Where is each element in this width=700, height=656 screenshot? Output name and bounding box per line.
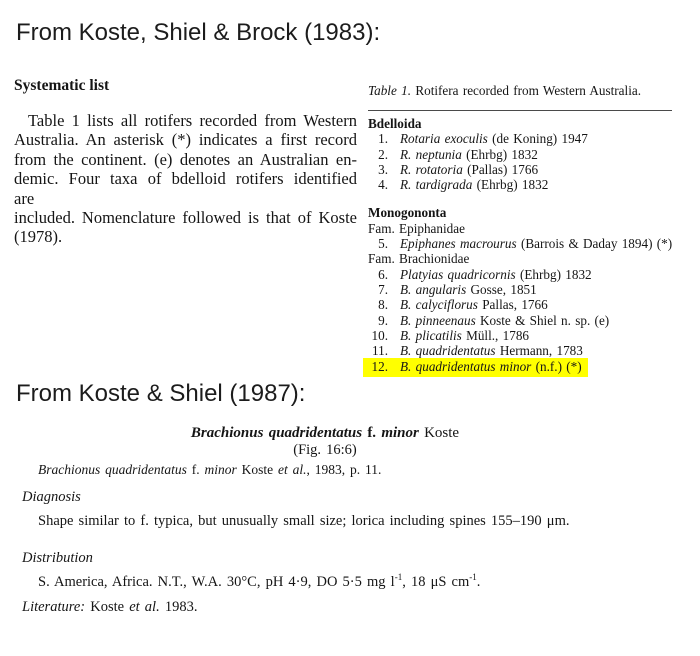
species-name: Epiphanes macrourus [400,236,517,252]
superscript-exponent: -1 [394,572,403,583]
species-name: B. plicatilis [400,327,462,343]
distribution-body [14,573,636,591]
row-number: 3. [378,161,388,177]
species-name: Platyias quadricornis [400,266,516,282]
species-name: R. tardigrada [400,177,473,193]
table-caption-label: Table 1. [368,83,412,98]
species-authority: (Barrois & Daday 1894) (*) [516,236,673,252]
family-header-epiphanidae: Fam. Epiphanidae [368,220,465,236]
species-authority: (Ehrbg) 1832 [461,146,538,162]
group-header-bdelloida: Bdelloida [368,116,422,131]
citation-forma-abbrev: f. [186,462,205,477]
table-row [368,313,672,328]
species-heading [14,424,636,442]
paragraph-line: (1978). [14,227,63,247]
literature-etal: et al. [129,599,160,615]
species-authority: Hermann, 1783 [495,343,583,359]
species-authority: (Ehrbg) 1832 [472,177,549,193]
species-name: Rotaria exoculis [400,131,488,147]
paragraph-line: Australia. An asterisk (*) indicates a first record [14,130,357,150]
table-row [368,297,672,312]
superscript-exponent: -1 [469,572,477,583]
species-authority: Müll., 1786 [461,327,530,343]
paragraph-line: included. Nomenclature followed is that of Koste [14,208,357,228]
species-name: R. rotatoria [400,161,463,177]
row-number: 8. [378,297,388,313]
table-caption [368,83,672,99]
species-authority: Pallas, 1766 [477,297,548,313]
row-number: 5. [378,236,388,252]
table-row [368,267,672,282]
table-row [368,282,672,297]
row-number: 1. [378,131,388,147]
row-number: 7. [378,281,388,297]
literature-year: 1983. [159,599,198,615]
species-authority: (n.f.) (*) [531,359,582,375]
systematic-list-column [14,77,357,247]
table-row [368,177,672,192]
row-number: 6. [378,266,388,282]
heading-koste-shiel-brock-1983: From Koste, Shiel & Brock (1983): [16,19,381,46]
literature-label: Literature: [22,599,86,615]
family-header-brachionidae: Fam. Brachionidae [368,251,470,267]
citation-species: Brachionus quadridentatus [38,462,187,477]
row-number: 4. [378,177,388,193]
species-name: B. angularis [400,281,467,297]
species-authority: Gosse, 1851 [466,281,537,297]
paragraph-line: from the continent. (e) denotes an Australian en- [14,149,357,169]
systematic-list-paragraph [14,111,357,247]
distribution-title: Distribution [22,550,93,566]
figure-reference: (Fig. 16:6) [293,442,357,458]
distribution-text: , 18 μS cm [402,574,470,590]
literature-author: Koste [85,599,130,615]
table-caption-text: Rotifera recorded from Western Australia. [411,83,642,98]
row-number: 12. [371,359,388,375]
table-row [368,162,672,177]
species-authority: (de Koning) 1947 [487,131,588,147]
paragraph-line: demic. Four taxa of bdelloid rotifers identified are [14,169,357,208]
species-authority: (Ehrbg) 1832 [515,266,592,282]
species-authority: (Pallas) 1766 [462,161,539,177]
distribution-text: S. America, Africa. N.T., W.A. 30°C, pH 4·9, DO 5·5 mg l [38,574,395,590]
row-number: 2. [378,146,388,162]
citation-ref: , 1983, p. 11. [306,462,382,477]
diagnosis-body: Shape similar to f. typica, but unusually small size; lorica including spines 155–190 μm. [38,513,570,529]
heading-koste-shiel-1987: From Koste & Shiel (1987): [16,380,306,407]
species-heading-forma-abbrev: f. [362,425,382,441]
species-heading-genus: Brachionus quadridentatus [190,425,363,441]
species-name: B. calyciflorus [400,297,478,313]
paragraph-line: Table 1 lists all rotifers recorded from Western [28,111,357,130]
row-number: 10. [371,327,388,343]
table-1-rotifera [368,83,672,377]
citation-forma: minor [204,462,237,477]
table-row [368,131,672,146]
table-row [368,328,672,343]
row-number: 11. [372,343,388,359]
citation-author: Koste [236,462,279,477]
species-name: B. quadridentatus [400,343,496,359]
species-heading-forma: minor [381,425,419,441]
species-authority: Koste & Shiel n. sp. (e) [475,312,610,328]
literature-line [14,599,636,616]
group-header-monogononta: Monogononta [368,205,447,221]
table-row [368,236,672,251]
table-row [368,343,672,358]
diagnosis-title: Diagnosis [22,489,81,505]
systematic-list-title: Systematic list [14,77,110,94]
table-top-rule [368,110,672,111]
row-number: 9. [378,312,388,328]
citation-etal: et al. [278,462,307,477]
species-name: B. pinneenaus [400,312,476,328]
table-row [368,147,672,162]
synonymy-citation [14,462,636,478]
koste-shiel-1987-section [14,417,636,616]
species-name: R. neptunia [400,146,462,162]
distribution-text: . [476,574,481,590]
species-heading-author: Koste [418,425,460,441]
species-name: B. quadridentatus minor [400,359,532,375]
table-row-highlighted [363,358,588,376]
